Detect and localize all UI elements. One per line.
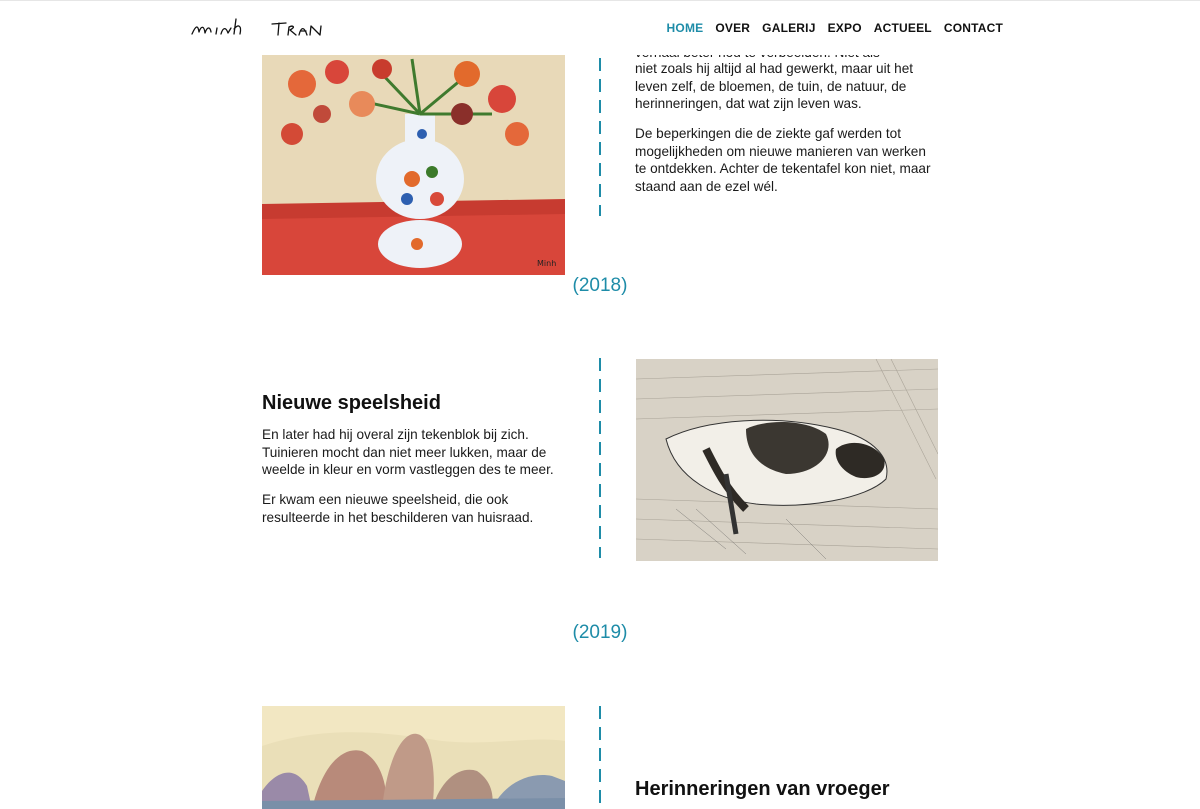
mountains-painting-image[interactable] xyxy=(262,706,565,809)
dog-drawing-image[interactable] xyxy=(636,359,938,561)
main-nav xyxy=(667,21,1003,35)
section2-paragraph-2: Er kwam een nieuwe speelsheid, die ook resulteerde in het beschilderen van huisraad. xyxy=(262,492,534,525)
vase-with-flowers-painting-icon xyxy=(262,54,565,275)
sleeping-dog-drawing-icon xyxy=(636,359,938,561)
svg-text:Minh: Minh xyxy=(537,259,557,268)
year-2018: (2018) xyxy=(572,275,628,296)
nav-home[interactable]: HOME xyxy=(666,21,704,35)
timeline-dash xyxy=(599,358,601,558)
nav-contact[interactable]: CONTACT xyxy=(943,21,1003,35)
timeline-dash xyxy=(599,706,601,809)
nav-over[interactable]: OVER xyxy=(715,21,751,35)
year-2019: (2019) xyxy=(572,622,628,643)
nav-actueel[interactable]: ACTUEEL xyxy=(873,21,932,35)
section1-paragraph-1: niet zoals hij altijd al had gewerkt, maar uit het leven zelf, de bloemen, de tuin, de natuur, de herinneringen, dat wat zijn leven was. xyxy=(635,61,914,111)
section1-paragraph-2: De beperkingen die de ziekte gaf werden tot mogelijkheden om nieuwe manieren van werken te ontdekken. Achter de tekentafel kon niet, maar staand aan de ezel wél. xyxy=(635,126,931,194)
site-logo[interactable] xyxy=(190,15,332,43)
site-header xyxy=(0,0,1200,55)
nav-expo[interactable]: EXPO xyxy=(827,21,862,35)
nav-galerij[interactable]: GALERIJ xyxy=(762,21,816,35)
vase-painting-image[interactable] xyxy=(262,54,565,275)
section2-paragraph-1: En later had hij overal zijn tekenblok bij zich. Tuinieren mocht dan niet meer lukken, maar de weelde in kleur en vorm vastleggen des te meer. xyxy=(262,427,554,477)
mountains-painting-icon xyxy=(262,706,565,809)
timeline-dash xyxy=(599,58,601,216)
logo-signature-icon xyxy=(190,15,332,43)
section3-heading: Herinneringen van vroeger xyxy=(635,778,890,800)
section2-heading: Nieuwe speelsheid xyxy=(262,392,441,414)
